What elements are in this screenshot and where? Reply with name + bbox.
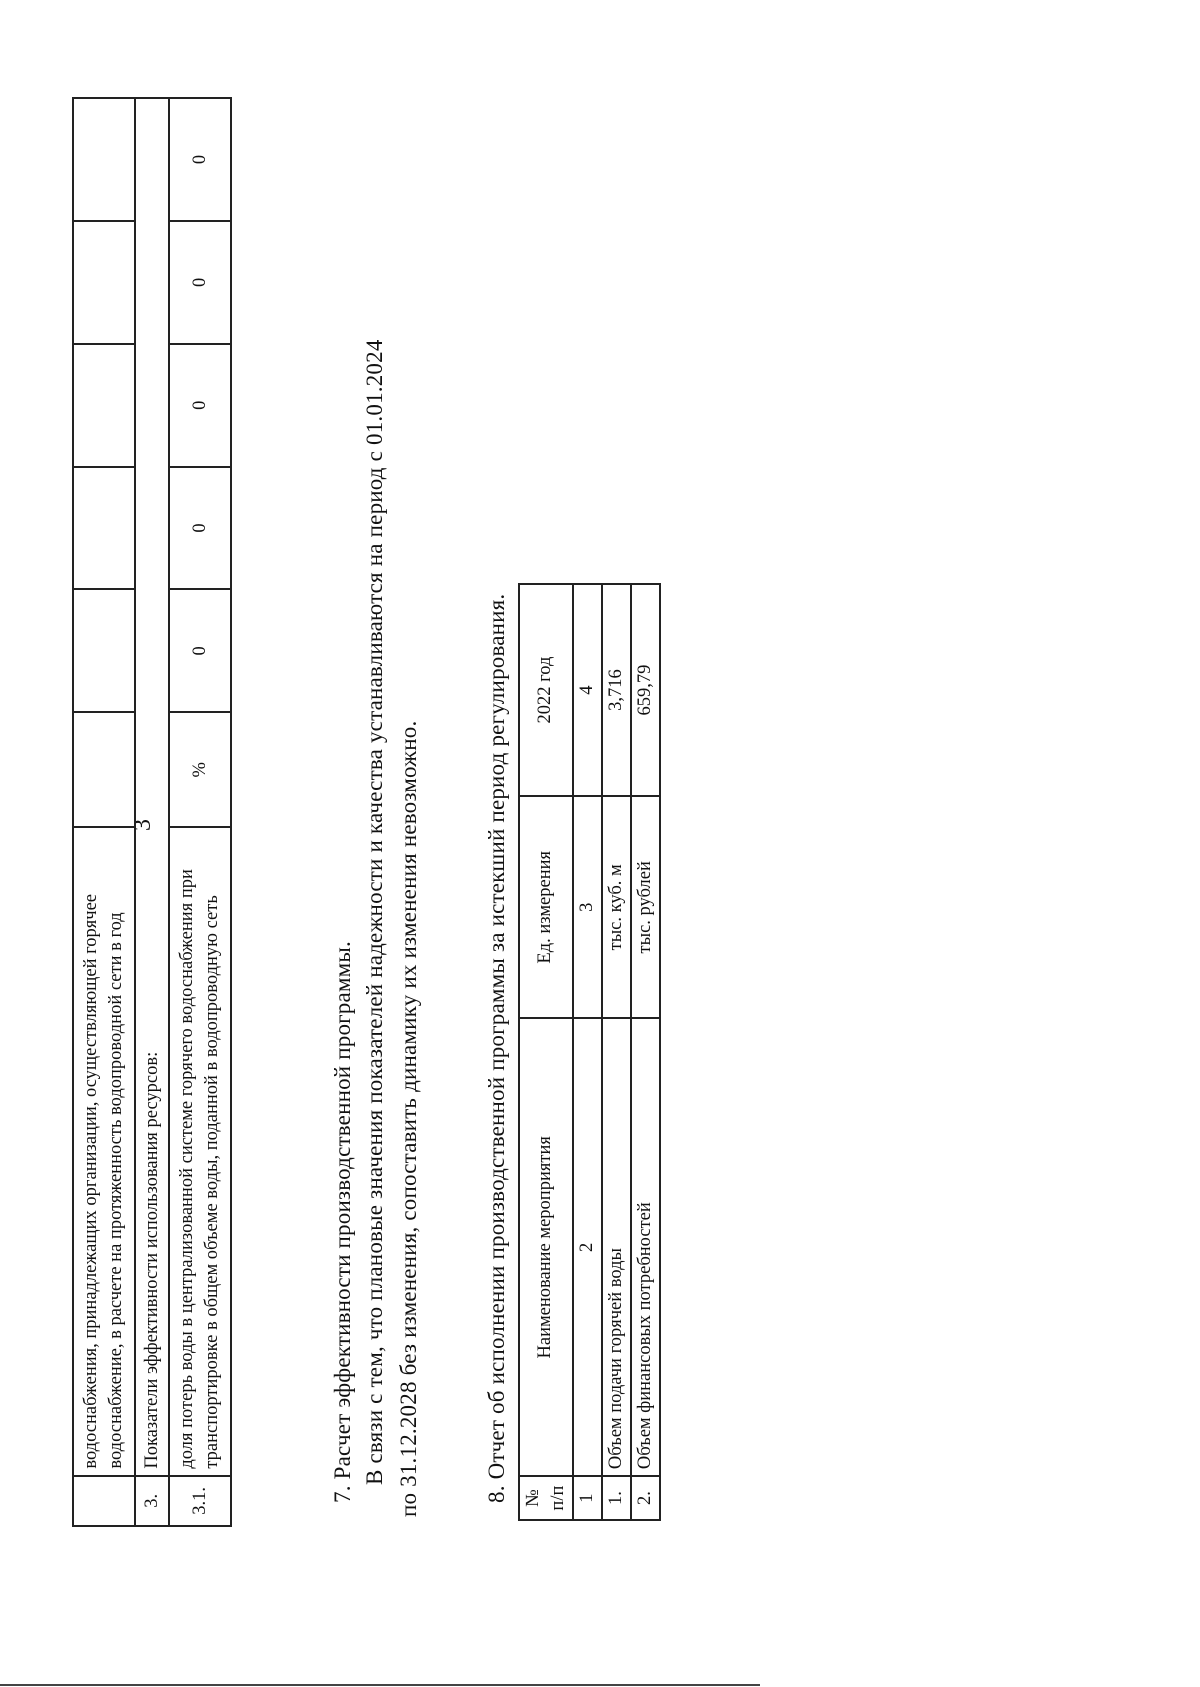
description-line: водоснабжения, принадлежащих организации, осуществляющей горячее <box>81 893 102 1469</box>
row-value: 3,716 <box>602 584 631 796</box>
section7-paragraph-line: В связи с тем, что плановые значения показателей надежности и качества устанавливаются на период с 01.01.2024 <box>362 339 387 1485</box>
row-name: Объем финансовых потребностей <box>631 1018 660 1476</box>
column-header: Ед. измерения <box>519 796 573 1018</box>
row-number: 1. <box>602 1476 631 1520</box>
value-cell <box>73 221 135 344</box>
table-row <box>169 98 231 1526</box>
bottom-scan-line <box>0 1684 760 1686</box>
report-table <box>518 583 661 1521</box>
value-cell: 0 <box>169 344 231 467</box>
table-row <box>602 584 631 1520</box>
column-index: 1 <box>573 1476 602 1520</box>
table-header-row <box>519 584 573 1520</box>
row-number: 2. <box>631 1476 660 1520</box>
row-value: 659,79 <box>631 584 660 796</box>
column-index: 2 <box>573 1018 602 1476</box>
table-row <box>73 98 135 1526</box>
column-index: 3 <box>573 796 602 1018</box>
section8-heading: 8. Отчет об исполнении производственной программы за истекший период регулирования. <box>484 593 509 1503</box>
section-title: Показатели эффективности использования ресурсов: <box>135 98 169 1476</box>
description-line: доля потерь воды в централизованной системе горячего водоснабжения при <box>177 869 198 1469</box>
description-line: водоснабжение, в расчете на протяженность водопроводной сети в год <box>106 912 126 1469</box>
page-number: 3 <box>130 819 156 831</box>
section7-heading: 7. Расчет эффективности производственной программы. <box>330 940 355 1503</box>
unit-cell <box>73 712 135 827</box>
indicators-table <box>72 97 232 1527</box>
row-number: 3.1. <box>169 1476 231 1526</box>
value-cell <box>73 344 135 467</box>
row-unit: тыс. куб. м <box>602 796 631 1018</box>
column-header: 2022 год <box>519 584 573 796</box>
row-unit: тыс. рублей <box>631 796 660 1018</box>
table-row <box>135 98 169 1526</box>
value-cell <box>73 467 135 590</box>
unit-cell: % <box>169 712 231 827</box>
row-description <box>169 827 231 1476</box>
table-row <box>631 584 660 1520</box>
row-name: Объем подачи горячей воды <box>602 1018 631 1476</box>
value-cell: 0 <box>169 221 231 344</box>
value-cell <box>73 589 135 712</box>
column-header: № п/п <box>519 1476 573 1520</box>
row-description <box>73 827 135 1476</box>
row-number: 3. <box>135 1476 169 1526</box>
value-cell: 0 <box>169 589 231 712</box>
section7-paragraph-line: по 31.12.2028 без изменения, сопоставить динамику их изменения невозможно. <box>396 720 421 1517</box>
description-line: транспортировке в общем объеме воды, поданной в водопроводную сеть <box>202 895 222 1469</box>
table-index-row <box>573 584 602 1520</box>
row-number <box>73 1476 135 1526</box>
value-cell: 0 <box>169 467 231 590</box>
value-cell <box>73 98 135 221</box>
value-cell: 0 <box>169 98 231 221</box>
column-index: 4 <box>573 584 602 796</box>
column-header: Наименование мероприятия <box>519 1018 573 1476</box>
